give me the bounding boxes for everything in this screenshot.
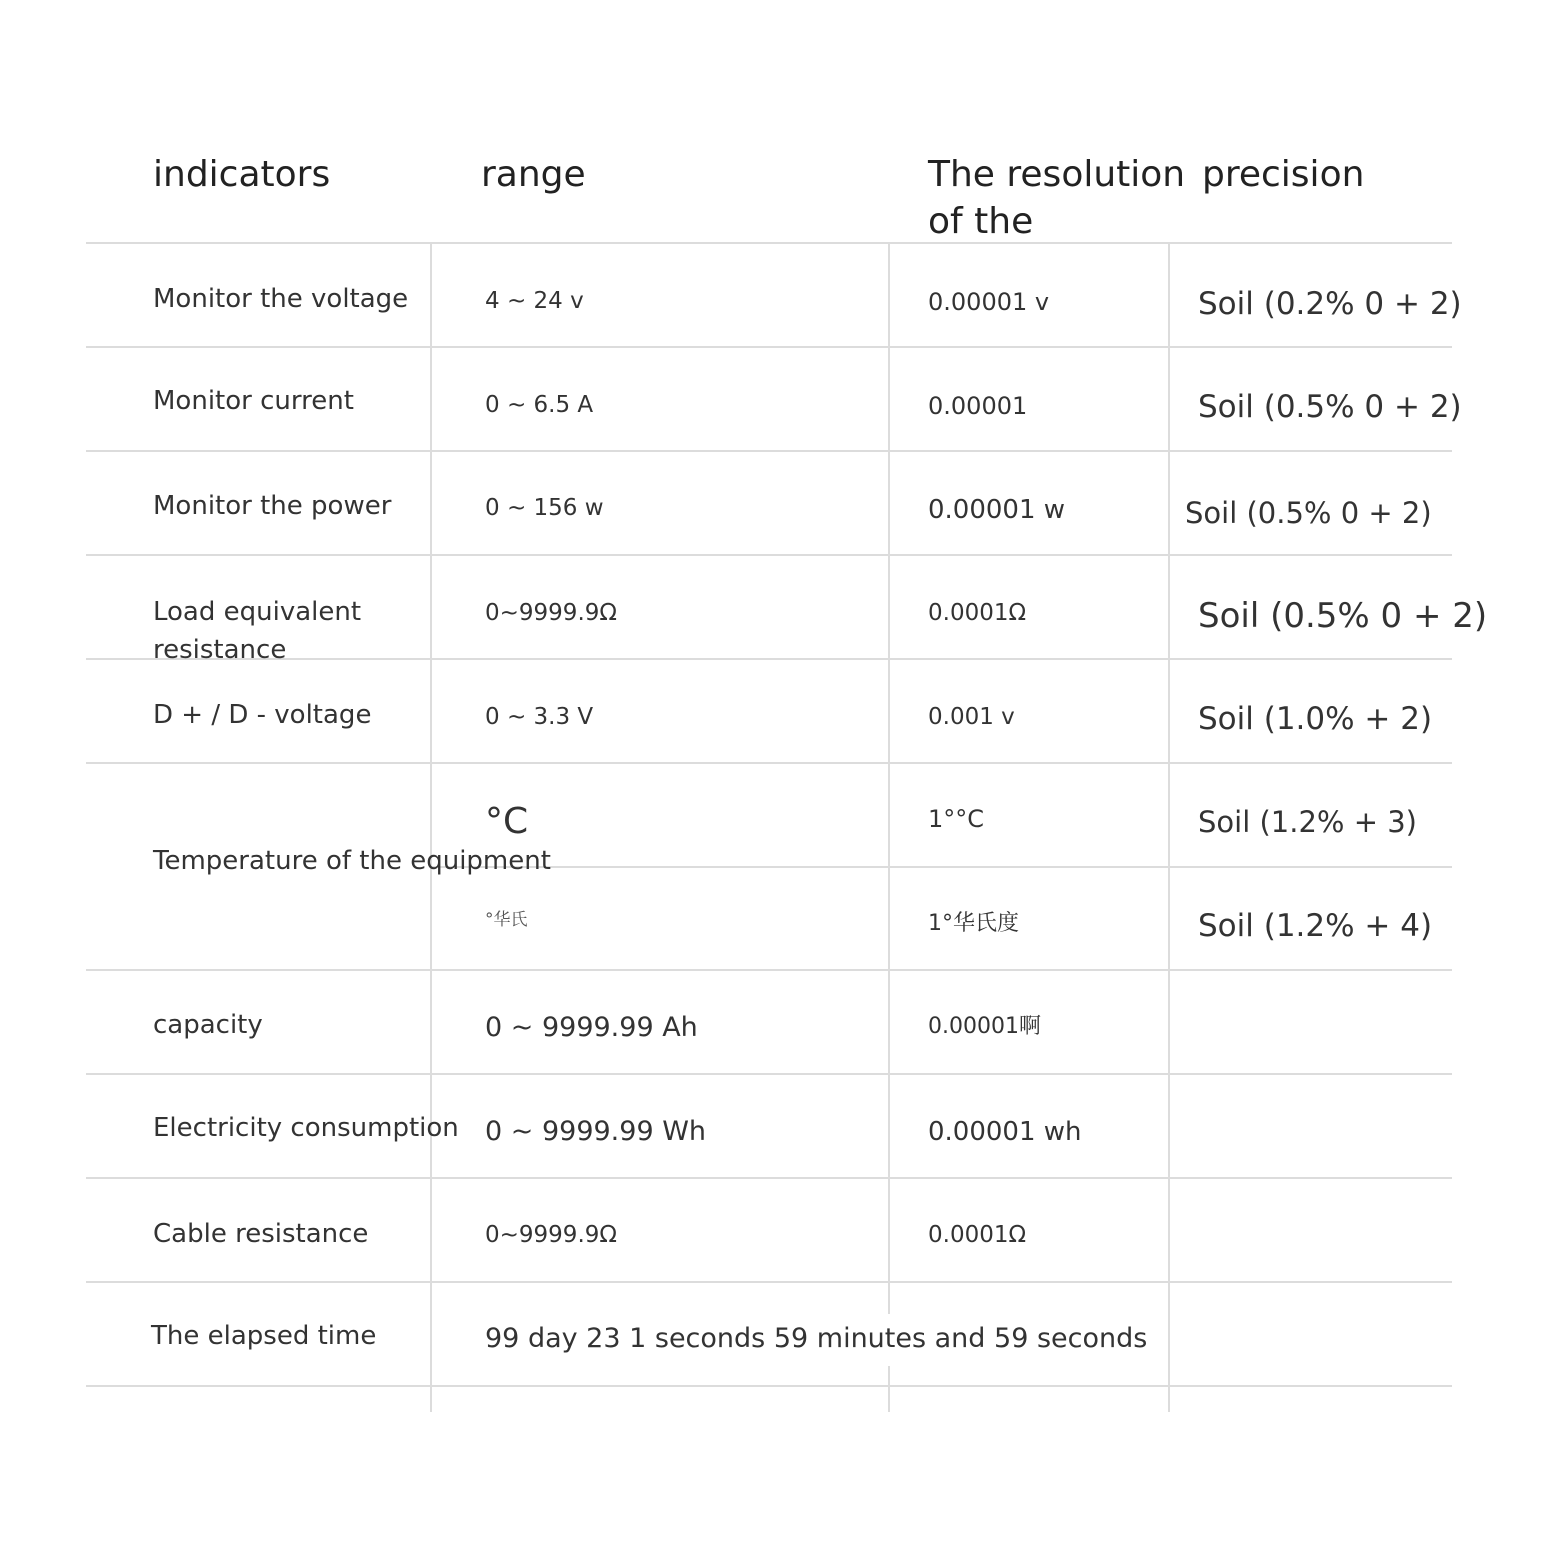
row-divider bbox=[86, 762, 1452, 764]
row-divider bbox=[86, 1073, 1452, 1075]
row-range: °C bbox=[485, 801, 529, 842]
row-indicator: Monitor the voltage bbox=[153, 284, 409, 314]
row-indicator: D + / D - voltage bbox=[153, 700, 372, 730]
row-indicator: Load equivalent resistance bbox=[153, 597, 362, 665]
row-indicator: Monitor the power bbox=[153, 491, 392, 521]
row-divider bbox=[86, 1385, 1452, 1387]
row-range: 0 ~ 9999.99 Wh bbox=[485, 1116, 707, 1147]
row-range: 0~9999.9Ω bbox=[485, 1222, 617, 1248]
row-resolution: 0.00001 w bbox=[928, 495, 1066, 525]
header-divider bbox=[86, 242, 1452, 244]
row-range: 0 ~ 156 w bbox=[485, 495, 604, 521]
row-indicator: The elapsed time bbox=[151, 1321, 377, 1351]
row-precision: Soil (0.2% 0 + 2) bbox=[1198, 286, 1462, 322]
row-resolution: 0.0001Ω bbox=[928, 1222, 1027, 1248]
row-indicator: Temperature of the equipment bbox=[153, 846, 551, 876]
row-range: 0 ~ 3.3 V bbox=[485, 704, 594, 730]
row-indicator: Cable resistance bbox=[153, 1219, 369, 1249]
header-range: range bbox=[481, 154, 586, 195]
row-resolution: 0.0001Ω bbox=[928, 600, 1027, 626]
row-precision: Soil (0.5% 0 + 2) bbox=[1185, 496, 1432, 530]
row-precision: Soil (1.0% + 2) bbox=[1198, 701, 1433, 737]
row-precision: Soil (0.5% 0 + 2) bbox=[1198, 596, 1488, 636]
row-resolution: 1°华氏度 bbox=[928, 911, 1019, 936]
row-resolution: 0.00001啊 bbox=[928, 1014, 1041, 1039]
row-range: 99 day 23 1 seconds 59 minutes and 59 seconds bbox=[485, 1323, 1148, 1354]
row-divider bbox=[86, 969, 1452, 971]
row-range: 0 ~ 6.5 A bbox=[485, 392, 594, 418]
row-resolution: 0.00001 bbox=[928, 392, 1028, 420]
row-range: 0~9999.9Ω bbox=[485, 600, 617, 626]
row-divider bbox=[86, 346, 1452, 348]
row-range: 4 ~ 24 v bbox=[485, 288, 584, 314]
row-indicator: Electricity consumption bbox=[153, 1113, 459, 1143]
row-precision: Soil (1.2% + 4) bbox=[1198, 908, 1433, 944]
header-precision: precision bbox=[1202, 154, 1365, 195]
column-divider bbox=[430, 244, 432, 1412]
row-divider bbox=[430, 866, 1452, 868]
row-divider bbox=[86, 450, 1452, 452]
row-resolution: 0.00001 wh bbox=[928, 1117, 1082, 1147]
row-range: 0 ~ 9999.99 Ah bbox=[485, 1012, 698, 1043]
row-range: °华氏 bbox=[485, 910, 528, 930]
row-indicator: Monitor current bbox=[153, 386, 354, 416]
row-precision: Soil (0.5% 0 + 2) bbox=[1198, 389, 1462, 425]
header-resolution: The resolution of the bbox=[928, 154, 1186, 242]
row-indicator: capacity bbox=[153, 1010, 263, 1040]
row-resolution: 1°°C bbox=[928, 805, 985, 833]
header-indicators: indicators bbox=[153, 154, 331, 195]
row-resolution: 0.00001 v bbox=[928, 288, 1050, 316]
row-divider bbox=[86, 1281, 1452, 1283]
column-divider bbox=[888, 244, 890, 1314]
row-resolution: 0.001 v bbox=[928, 704, 1015, 730]
column-divider bbox=[888, 1366, 890, 1412]
row-divider bbox=[86, 554, 1452, 556]
row-precision: Soil (1.2% + 3) bbox=[1198, 805, 1417, 839]
column-divider bbox=[1168, 244, 1170, 1412]
row-divider bbox=[86, 1177, 1452, 1179]
